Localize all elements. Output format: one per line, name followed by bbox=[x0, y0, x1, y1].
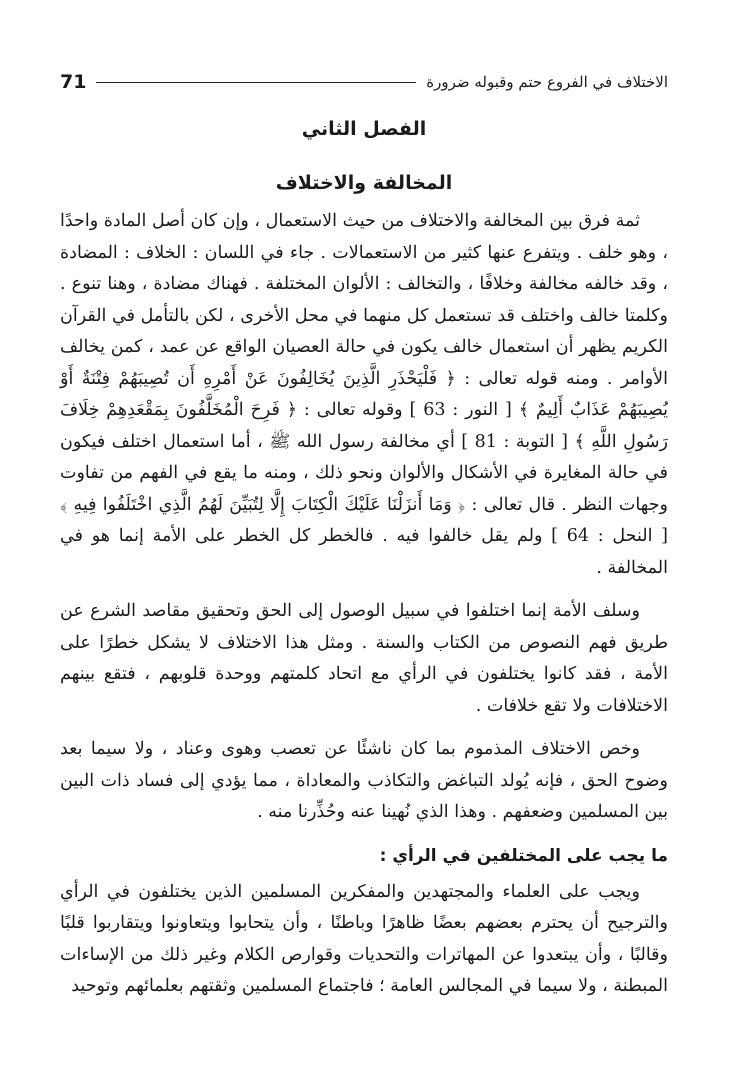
paragraph-3: وخص الاختلاف المذموم بما كان ناشئًا عن تعصب وهوى وعناد ، ولا سيما بعد وضوح الحق ، فإنه يُولد التباغض والتكاذب والمعاداة ، مما يؤدي إلى فساد ذات البين بين المسلمين وضعفهم . وهذا الذي نُهينا عنه وحُذِّرنا منه . bbox=[60, 739, 668, 822]
paragraph-4: ويجب على العلماء والمجتهدين والمفكرين المسلمين الذين يختلفون في الرأي والترجيح أن يحترم بعضهم بعضًا ظاهرًا وباطنًا ، وأن يتحابوا ويتعاونوا ويتقاربوا قلبًا وقالبًا ، وأن يبتعدوا عن المهاترات والتحديات وقوارص الكلام وغير ذلك من الإساءات المبطنة ، ولا سيما في المجالس العامة ؛ فاجتماع المسلمين وثقتهم بعلمائهم وتوحيد bbox=[60, 881, 668, 996]
body-text bbox=[60, 206, 668, 1015]
page-number: 71 bbox=[60, 71, 87, 93]
paragraph-1: ثمة فرق بين المخالفة والاختلاف من حيث الاستعمال ، وإن كان أصل المادة واحدًا ، وهو خلف . ويتفرع عنها كثير من الاستعمالات . جاء في اللسان : الخلاف : المضادة ، وقد خالفه مخالفة وخلافًا ، والتخالف : الألوان المختلفة . فهناك مضادة ، وهنا تنوع . وكلمتا خالف واختلف قد تستعمل كل منهما في محل الأخرى ، لكن بالتأمل في القرآن الكريم يظهر أن استعمال خالف يكون في حالة العصيان الواقع عن عمد ، كمن يخالف الأوامر . ومنه قوله تعالى : ﴿ فَلْيَحْذَرِ الَّذِينَ يُخَالِفُونَ عَنْ أَمْرِهِ أَن تُصِيبَهُمْ فِتْنَةٌ أَوْ يُصِيبَهُمْ عَذَابٌ أَلِيمٌ ﴾ [ النور : 63 ] وقوله تعالى : ﴿ فَرِحَ الْمُخَلَّفُونَ بِمَقْعَدِهِمْ خِلَافَ رَسُولِ اللَّهِ ﴾ [ التوبة : 81 ] أي مخالفة رسول الله ﷺ ، أما استعمال اختلف فيكون في حالة المغايرة في الأشكال والألوان ونحو ذلك ، ومنه ما يقع في الفهم من تفاوت وجهات النظر . قال تعالى : ﴿ وَمَا أَنزَلْنَا عَلَيْكَ الْكِتَابَ إِلَّا لِتُبَيِّنَ لَهُمُ الَّذِي اخْتَلَفُوا فِيهِ ﴾ [ النحل : 64 ] ولم يقل خالفوا فيه . فالخطر كل الخطر على الأمة إنما هو في المخالفة . bbox=[60, 211, 668, 578]
chapter-title: الفصل الثاني bbox=[301, 118, 427, 140]
running-title: الاختلاف في الفروع حتم وقبوله ضرورة bbox=[426, 73, 668, 91]
header-rule bbox=[96, 82, 416, 83]
running-header bbox=[60, 62, 668, 102]
subheading: ما يجب على المختلفين في الرأي : bbox=[379, 845, 668, 866]
paragraph-2: وسلف الأمة إنما اختلفوا في سبيل الوصول إلى الحق وتحقيق مقاصد الشرع عن طريق فهم النصوص من الكتاب والسنة . ومثل هذا الاختلاف لا يشكل خطرًا على الأمة ، فقد كانوا يختلفون في الرأي مع اتحاد كلمتهم ووحدة قلوبهم ، فتقع بينهم الاختلافات ولا تقع خلافات . bbox=[60, 601, 668, 716]
section-title: المخالفة والاختلاف bbox=[275, 172, 453, 194]
